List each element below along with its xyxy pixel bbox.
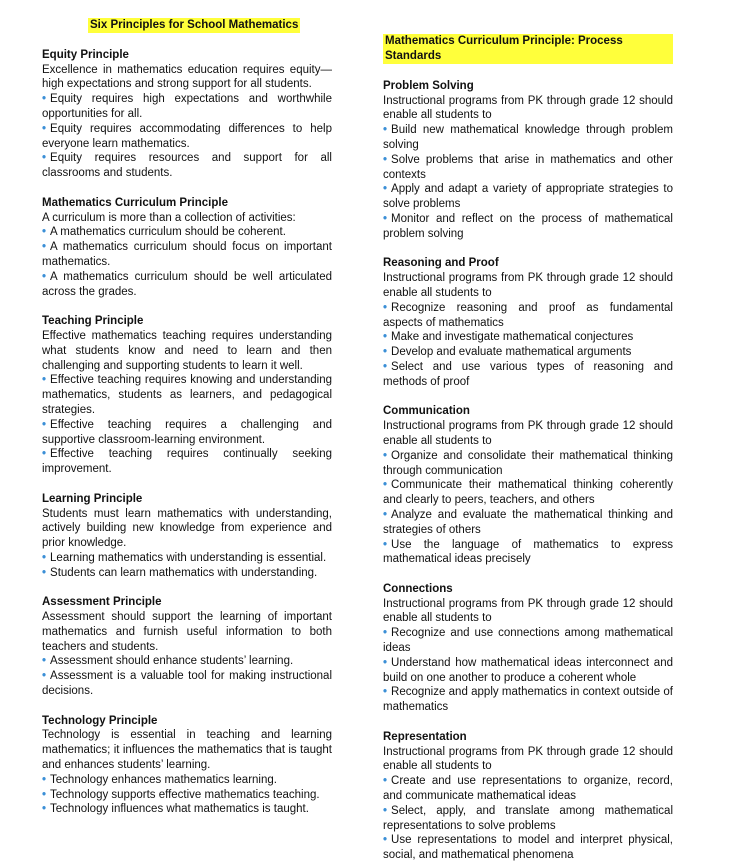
bullet-item: • Analyze and evaluate the mathematical thinking and strategies of others (383, 508, 673, 538)
section-intro: Instructional programs from PK through grade 12 should enable all students to (383, 420, 673, 447)
section-connections (383, 582, 673, 715)
section-intro: Excellence in mathematics education requires equity—high expectations and strong support for all students. (42, 63, 332, 91)
bullet-item: • Apply and adapt a variety of appropriate strategies to solve problems (383, 182, 673, 212)
section-curriculum (42, 196, 332, 300)
section-representation (383, 730, 673, 863)
section-intro: Instructional programs from PK through grade 12 should enable all students to (383, 745, 673, 773)
bullet-item: • Effective teaching requires a challenging and supportive classroom-learning environment. (42, 418, 332, 448)
right-column-title: Mathematics Curriculum Principle: Process Standards (383, 34, 673, 64)
bullet-item: • A mathematics curriculum should focus on important mathematics. (42, 240, 332, 270)
section-heading: Assessment Principle (42, 596, 162, 609)
section-intro: Instructional programs from PK through grade 12 should enable all students to (383, 597, 673, 625)
section-heading: Learning Principle (42, 492, 143, 505)
section-heading: Reasoning and Proof (383, 257, 499, 270)
section-assessment (42, 595, 332, 699)
bullet-item: • Assessment should enhance students’ learning. (42, 654, 332, 669)
section-teaching (42, 314, 332, 477)
bullet-item: • Use the language of mathematics to express mathematical ideas precisely (383, 538, 673, 568)
left-column (42, 0, 332, 817)
bullet-item: • Technology influences what mathematics is taught. (42, 802, 332, 817)
section-heading: Problem Solving (383, 79, 474, 92)
section-heading: Technology Principle (42, 714, 158, 727)
section-intro: Students must learn mathematics with understanding, actively building new knowledge from experience and prior knowledge. (42, 507, 332, 550)
section-intro: Effective mathematics teaching requires understanding what students know and need to learn and then challenging and supporting students to learn it well. (42, 329, 332, 372)
bullet-item: • Organize and consolidate their mathematical thinking through communication (383, 449, 673, 479)
bullet-item: • Learning mathematics with understanding is essential. (42, 551, 332, 566)
bullet-item: • Technology supports effective mathematics teaching. (42, 788, 332, 803)
section-heading: Representation (383, 730, 467, 743)
bullet-item: • A mathematics curriculum should be coherent. (42, 225, 332, 240)
section-reasoning-proof (383, 256, 673, 389)
section-heading: Teaching Principle (42, 315, 144, 328)
left-column-title: Six Principles for School Mathematics (90, 19, 299, 31)
section-technology (42, 714, 332, 818)
bullet-item: • Select, apply, and translate among mathematical representations to solve problems (383, 804, 673, 834)
bullet-item: • Technology enhances mathematics learning. (42, 773, 332, 788)
section-intro: Instructional programs from PK through grade 12 should enable all students to (383, 94, 673, 122)
bullet-item: • Recognize and use connections among mathematical ideas (383, 626, 673, 656)
bullet-item: • Solve problems that arise in mathematics and other contexts (383, 153, 673, 183)
bullet-item: • Select and use various types of reasoning and methods of proof (383, 360, 673, 390)
section-heading: Equity Principle (42, 48, 129, 61)
bullet-item: • Effective teaching requires knowing and understanding mathematics, students as learners, and pedagogical strategies. (42, 373, 332, 417)
section-intro: Technology is essential in teaching and learning mathematics; it influences the mathematics that is taught and enhances students’ learning. (42, 729, 332, 772)
section-equity (42, 48, 332, 181)
bullet-item: • Students can learn mathematics with understanding. (42, 566, 332, 581)
section-heading: Mathematics Curriculum Principle (42, 196, 228, 209)
bullet-item: • Develop and evaluate mathematical arguments (383, 345, 673, 360)
bullet-item: • Monitor and reflect on the process of mathematical problem solving (383, 212, 673, 242)
bullet-item: • Equity requires resources and support for all classrooms and students. (42, 151, 332, 181)
bullet-item: • Equity requires high expectations and worthwhile opportunities for all. (42, 92, 332, 122)
right-column (383, 0, 673, 863)
bullet-item: • Use representations to model and interpret physical, social, and mathematical phenomena (383, 833, 673, 863)
bullet-item: • Understand how mathematical ideas interconnect and build on one another to produce a coherent whole (383, 656, 673, 686)
bullet-item: • A mathematics curriculum should be well articulated across the grades. (42, 270, 332, 300)
bullet-item: • Equity requires accommodating differences to help everyone learn mathematics. (42, 122, 332, 152)
bullet-item: • Recognize and apply mathematics in context outside of mathematics (383, 685, 673, 715)
section-intro: Instructional programs from PK through grade 12 should enable all students to (383, 272, 673, 299)
bullet-item: • Effective teaching requires continually seeking improvement. (42, 447, 332, 477)
section-intro: A curriculum is more than a collection of activities: (42, 211, 296, 224)
section-intro: Assessment should support the learning of important mathematics and furnish useful information to both teachers and students. (42, 611, 332, 653)
section-heading: Connections (383, 582, 453, 595)
bullet-item: • Build new mathematical knowledge through problem solving (383, 123, 673, 153)
bullet-item: • Create and use representations to organize, record, and communicate mathematical ideas (383, 774, 673, 804)
section-communication (383, 404, 673, 567)
bullet-item: • Recognize reasoning and proof as fundamental aspects of mathematics (383, 301, 673, 331)
bullet-item: • Make and investigate mathematical conjectures (383, 330, 673, 345)
section-problem-solving (383, 79, 673, 242)
section-heading: Communication (383, 405, 470, 418)
section-learning (42, 492, 332, 581)
bullet-item: • Assessment is a valuable tool for making instructional decisions. (42, 669, 332, 699)
bullet-item: • Communicate their mathematical thinking coherently and clearly to peers, teachers, and others (383, 478, 673, 508)
